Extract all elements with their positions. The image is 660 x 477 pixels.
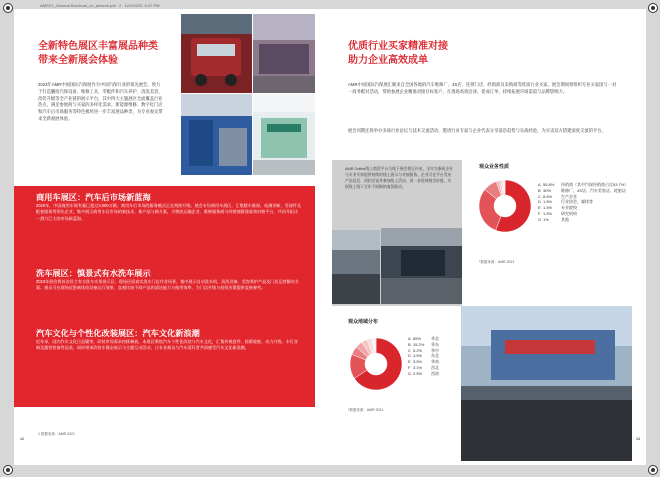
chart1-legend-letter: F xyxy=(538,210,541,216)
chart2-legend-label: 西北 xyxy=(431,364,439,370)
amr-online-photo xyxy=(381,228,462,304)
chart1-legend-pct: 8.6% xyxy=(543,193,553,199)
section-tuning-title: 汽车文化与个性化改装展区：汽车文化新浪潮 xyxy=(36,329,200,338)
file-header xyxy=(40,3,159,8)
right-title-line2: 助力企业高效成单 xyxy=(348,55,428,66)
chart2-legend-letter: C xyxy=(408,347,411,353)
chart1-legend-pct: 1.5% xyxy=(543,205,553,211)
right-paragraph-1: AMR中国国际汽保展汇聚来自全国各地的汽车维修厂、4S店、连锁门店、经销商及采购商等优质行业买家，展会期间将组织专业买家团与一对一商务配对活动，帮助参展企业精准对接目标客户，在现场高效洽谈、促成订单，持续拓展市场渠道与品牌影响力。 xyxy=(348,82,617,94)
chart1-legend-label: 专业院校 xyxy=(561,205,577,211)
page-number-right: 13 xyxy=(636,437,640,441)
registration-mark xyxy=(3,3,13,13)
chart2-legend-pct: 15.2% xyxy=(413,341,425,347)
chart1-legend-label: 生产企业 xyxy=(561,193,577,199)
section-tuning-body: 近年来，国内汽车文化日益繁荣，改装市场需求持续释放。本展区聚焦汽车个性化改装与汽车文化，汇集外观套件、轮毂轮胎、动力升级、车灯音响及露营装备等品类，同时带来改装车静态展示与主题互动活动，让专业观众与汽车爱好者共同感受汽车文化新浪潮。 xyxy=(36,339,298,351)
chart1-legend xyxy=(538,182,648,223)
chart2-legend-label: 华东 xyxy=(431,341,439,347)
chart1-title: 观众业务性质 xyxy=(479,164,510,170)
chart1-legend-letter: G xyxy=(538,216,542,222)
chart2-title: 观众地域分布 xyxy=(348,319,379,325)
booth-display-photo xyxy=(253,94,315,175)
chart2-legend-pct: 65% xyxy=(413,336,422,341)
exhibition-crowd-photo xyxy=(461,306,632,461)
registration-mark xyxy=(648,465,658,475)
chart1-legend-letter: C xyxy=(538,193,541,199)
feature-sections-panel xyxy=(14,186,315,407)
chart2-source: *数据来源：AMR 2021 xyxy=(348,408,384,412)
registration-mark xyxy=(648,3,658,13)
chart1-source: *数据来源：AMR 2021 xyxy=(479,260,515,264)
chart2-legend-label: 华南 xyxy=(431,359,439,365)
chart2-legend-label: 华北 xyxy=(431,336,439,341)
section-carwash-title: 洗车展区：慎景式有水洗车展示 xyxy=(36,269,151,278)
chart2-legend xyxy=(408,336,468,377)
exhibition-booth-photo xyxy=(253,14,315,93)
chart1-legend-pct: 1% xyxy=(543,216,549,222)
chart2-legend-letter: F xyxy=(408,364,411,370)
right-heading xyxy=(348,40,608,68)
header-time: 5:47 PM xyxy=(144,3,160,8)
chart2-legend-letter: G xyxy=(408,370,412,376)
left-heading xyxy=(38,40,173,68)
chart1-pie xyxy=(475,176,535,236)
chart1-legend-item xyxy=(538,217,648,223)
header-page: 2 xyxy=(118,3,122,8)
online-platform-text: AMR Online线上商贸平台与线下展会相互补充，全年为参展企业与专业买家提供持续的线上展示与对接服务。企业可在平台发布产品信息、预约洽谈并参加线上活动，进一步延伸展会价值，实现线上线下全年不间断的商贸联动。 xyxy=(345,167,453,189)
chart2-legend-pct: 3.1% xyxy=(413,364,423,370)
left-title-line2: 带来全新展会体验 xyxy=(38,55,118,66)
chart2-legend-pct: 2.5% xyxy=(413,370,423,376)
section-commercial-body: 2020年，中国商用车保有量已超过3,000万辆，商用车后市场的服务模式正在持续升级。展会专设商用车展区，汇集整车维保、检测诊断、零部件及配套服务等领先企业，集中展示商用车后市场的新技术、新产品与新方案，为物流运输企业、维修服务商与经销商搭建高效对接平台，共同开拓这一潜力巨大的市场新蓝海。 xyxy=(36,203,301,221)
header-filename: AMR21_General Brochure_cn_artwork.pdf xyxy=(40,3,116,8)
chart2-legend-letter: A xyxy=(408,336,411,341)
chart1-legend-label: 经销商（其中汽保经销商占比53.7%） xyxy=(561,182,629,187)
chart2-legend-letter: D xyxy=(408,353,411,359)
page-number-left: 12 xyxy=(20,437,24,441)
chart1-legend-pct: 55.8% xyxy=(543,182,555,187)
chart1-legend-label: 维修厂、4S店、汽车美容店、轮胎店 xyxy=(561,187,626,193)
section-carwash-body: 2023年展会将首次设立有水洗车实景展示区，现场还原真实洗车门店作业场景，集中展示自动洗车机、清洗设备、美容养护产品及门店运营解决方案。观众可在现场近距离体验设备运行效果，直观比较不同产品的清洁能力与使用效率，为门店升级与投资决策提供直接参考。 xyxy=(36,279,299,291)
chart2-legend-pct: 5.2% xyxy=(413,347,423,353)
chart2-pie xyxy=(346,334,406,394)
chart1-legend-pct: 30% xyxy=(543,187,552,193)
chart1-legend-label: 研究机构 xyxy=(561,210,577,216)
right-title-line1: 优质行业买家精准对接 xyxy=(348,41,448,52)
footnote: 1 数据来源：AMR 2021 xyxy=(38,432,75,436)
left-title-line1: 全新特色展区丰富展品种类 xyxy=(38,41,158,52)
chart1-legend-letter: A xyxy=(538,182,541,187)
chart2-legend-label: 华中 xyxy=(431,347,439,353)
chart2-legend-pct: 3.5% xyxy=(413,359,423,365)
chart1-legend-pct: 1.5% xyxy=(543,210,553,216)
chart2-legend-label: 东北 xyxy=(431,353,439,359)
header-date: 12/2/2020 xyxy=(124,3,143,8)
chart1-legend-label: 行业协会、媒体等 xyxy=(561,199,593,205)
chart2-legend-label: 西南 xyxy=(431,370,439,376)
section-commercial-title: 商用车展区：汽车后市场新蓝海 xyxy=(36,193,151,202)
truck-photo xyxy=(181,14,252,93)
chart2-legend-pct: 4.5% xyxy=(413,353,423,359)
right-paragraph-2: 展会同期还将举办多场行业论坛与技术交流活动，邀请行业专家与企业代表分享前沿趋势与实战经验，为买卖双方搭建深度交流的平台。 xyxy=(348,128,606,133)
chart2-legend-letter: B xyxy=(408,341,411,347)
registration-mark xyxy=(3,465,13,475)
chart2-legend-item xyxy=(408,371,468,377)
left-intro-paragraph: 2023年AMR中国国际汽保展作为中国汽保行业的领先展会，致力于打造囊括汽保设备、维修工具、零配件和汽车养护、清洗美容、改装升级等全产业链的展示平台，其中四大主题展区全面覆盖行业热点，满足参展商与买家的多样化需求。新能源维修、数字化门店和汽车后市场服务等特色板块进一步丰富展品种类，为专业观众带来全新观展体验。 xyxy=(38,82,163,121)
chart1-legend-label: 其他 xyxy=(561,216,569,222)
chart1-legend-letter: D xyxy=(538,199,541,205)
chart2-legend-letter: E xyxy=(408,359,411,365)
visitors-photo-small xyxy=(332,230,380,304)
chart1-legend-letter: B xyxy=(538,187,541,193)
chart1-legend-pct: 1.5% xyxy=(543,199,553,205)
cleaning-equipment-photo xyxy=(181,94,252,175)
chart1-legend-letter: E xyxy=(538,205,541,211)
